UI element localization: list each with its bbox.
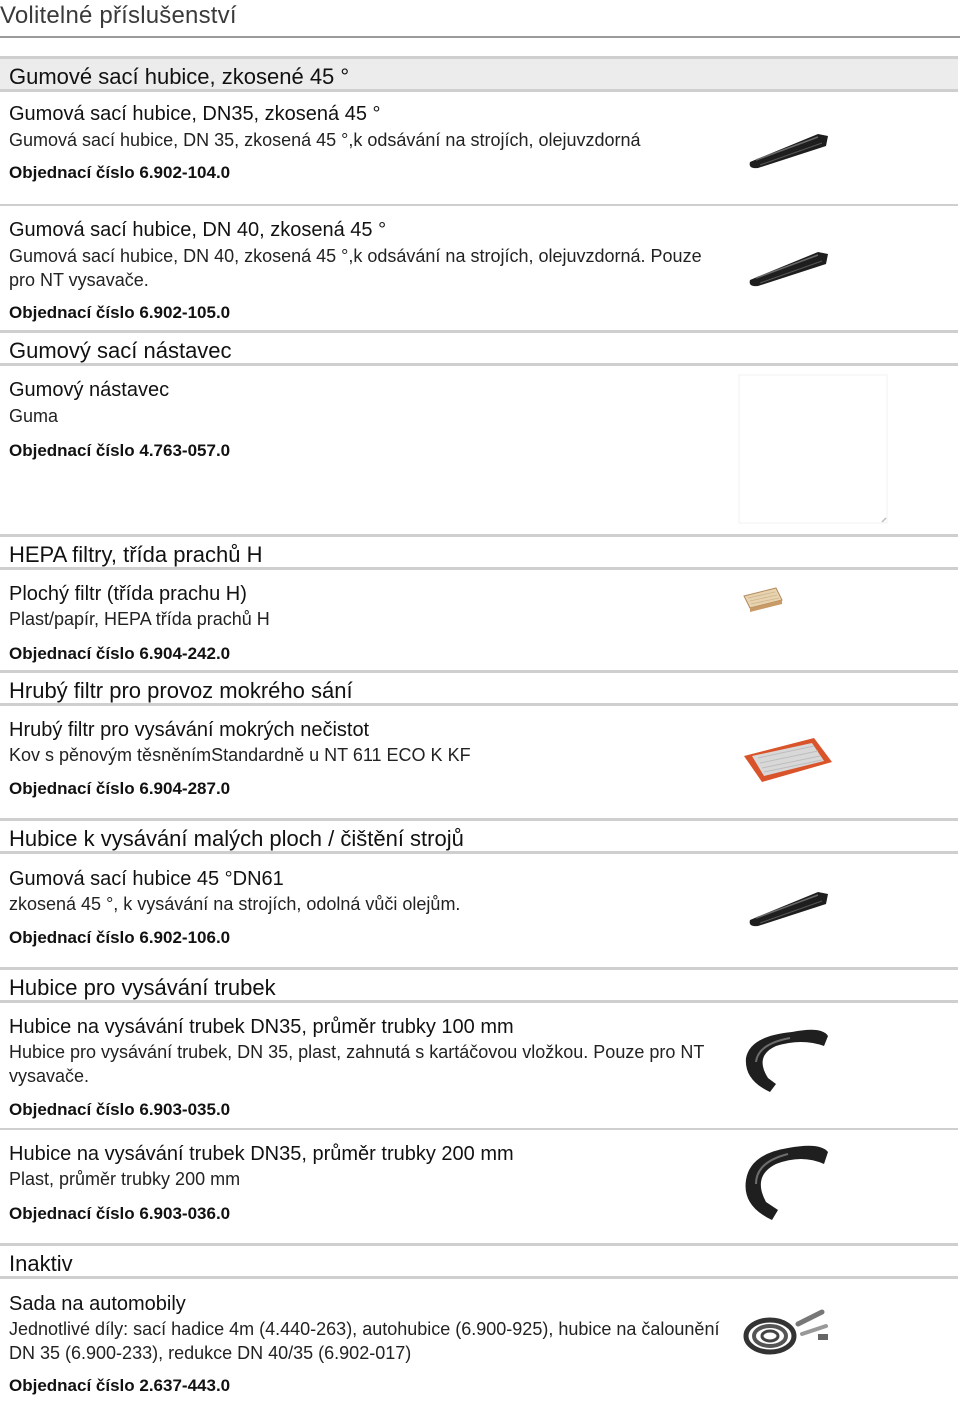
order-number: Objednací číslo 4.763-057.0 [9, 441, 231, 460]
page-title: Volitelné příslušenství [0, 2, 237, 29]
car-cleaning-kit-icon [742, 1304, 834, 1360]
product-description: Hubice pro vysávání trubek, DN 35, plast, zahnutá s kartáčovou vložkou. Pouze pro NT vysavače. [9, 1042, 705, 1086]
product-description: Gumová sací hubice, DN 40, zkosená 45 °,k odsávání na strojích, olejuvzdorná. Pouze pro NT vysavače. [9, 246, 702, 290]
product-name: Gumová sací hubice 45 °DN61 [9, 868, 284, 890]
item-divider [0, 1128, 958, 1130]
product-name: Gumový nástavec [9, 379, 170, 401]
product-description: Kov s pěnovým těsněnímStandardně u NT 611 ECO K KF [9, 745, 471, 765]
section-header-small-area-nozzles: Hubice k vysávání malých ploch / čištění strojů [0, 818, 958, 854]
title-divider [0, 36, 960, 38]
product-name: Gumová sací hubice, DN 40, zkosená 45 ° [9, 219, 387, 241]
flat-filter-icon [742, 584, 784, 614]
order-number: Objednací číslo 6.904-242.0 [9, 644, 231, 663]
curved-pipe-nozzle-icon [740, 1022, 832, 1094]
section-header-angled-nozzles: Gumové sací hubice, zkosené 45 ° [0, 56, 958, 92]
order-number: Objednací číslo 6.903-035.0 [9, 1100, 231, 1119]
product-name: Sada na automobily [9, 1293, 186, 1315]
coarse-filter-icon [742, 736, 834, 786]
order-number: Objednací číslo 6.902-106.0 [9, 928, 231, 947]
angled-rubber-nozzle-icon [748, 242, 832, 290]
product-description: zkosená 45 °, k vysávání na strojích, odolná vůči olejům. [9, 894, 461, 914]
product-name: Plochý filtr (třída prachu H) [9, 583, 247, 605]
order-number: Objednací číslo 6.903-036.0 [9, 1204, 231, 1223]
section-header-hepa-filters: HEPA filtry, třída prachů H [0, 534, 958, 570]
product-name: Hubice na vysávání trubek DN35, průměr trubky 100 mm [9, 1016, 514, 1038]
angled-rubber-nozzle-icon [748, 124, 832, 172]
order-number: Objednací číslo 6.904-287.0 [9, 779, 231, 798]
product-name: Gumová sací hubice, DN35, zkosená 45 ° [9, 103, 381, 125]
product-description: Jednotlivé díly: sací hadice 4m (4.440-263), autohubice (6.900-925), hubice na čalounění DN 35 (6.900-233), redukce DN 40/35 (6.902-017) [9, 1319, 720, 1363]
order-number: Objednací číslo 6.902-104.0 [9, 163, 231, 182]
section-header-pipe-nozzles: Hubice pro vysávání trubek [0, 967, 958, 1003]
section-header-inactive: Inaktiv [0, 1243, 958, 1279]
section-header-rubber-attachment: Gumový sací nástavec [0, 330, 958, 366]
blank-image-placeholder [738, 374, 890, 526]
angled-rubber-nozzle-icon [748, 882, 832, 930]
product-description: Plast/papír, HEPA třída prachů H [9, 609, 270, 629]
product-description: Guma [9, 406, 59, 426]
product-description: Plast, průměr trubky 200 mm [9, 1169, 241, 1189]
order-number: Objednací číslo 2.637-443.0 [9, 1376, 231, 1395]
product-name: Hubice na vysávání trubek DN35, průměr trubky 200 mm [9, 1143, 514, 1165]
section-header-coarse-filter: Hrubý filtr pro provoz mokrého sání [0, 670, 958, 706]
product-name: Hrubý filtr pro vysávání mokrých nečistot [9, 719, 370, 741]
order-number: Objednací číslo 6.902-105.0 [9, 303, 231, 322]
product-description: Gumová sací hubice, DN 35, zkosená 45 °,k odsávání na strojích, olejuvzdorná [9, 130, 641, 150]
curved-pipe-nozzle-icon [740, 1140, 832, 1222]
item-divider [0, 204, 958, 206]
